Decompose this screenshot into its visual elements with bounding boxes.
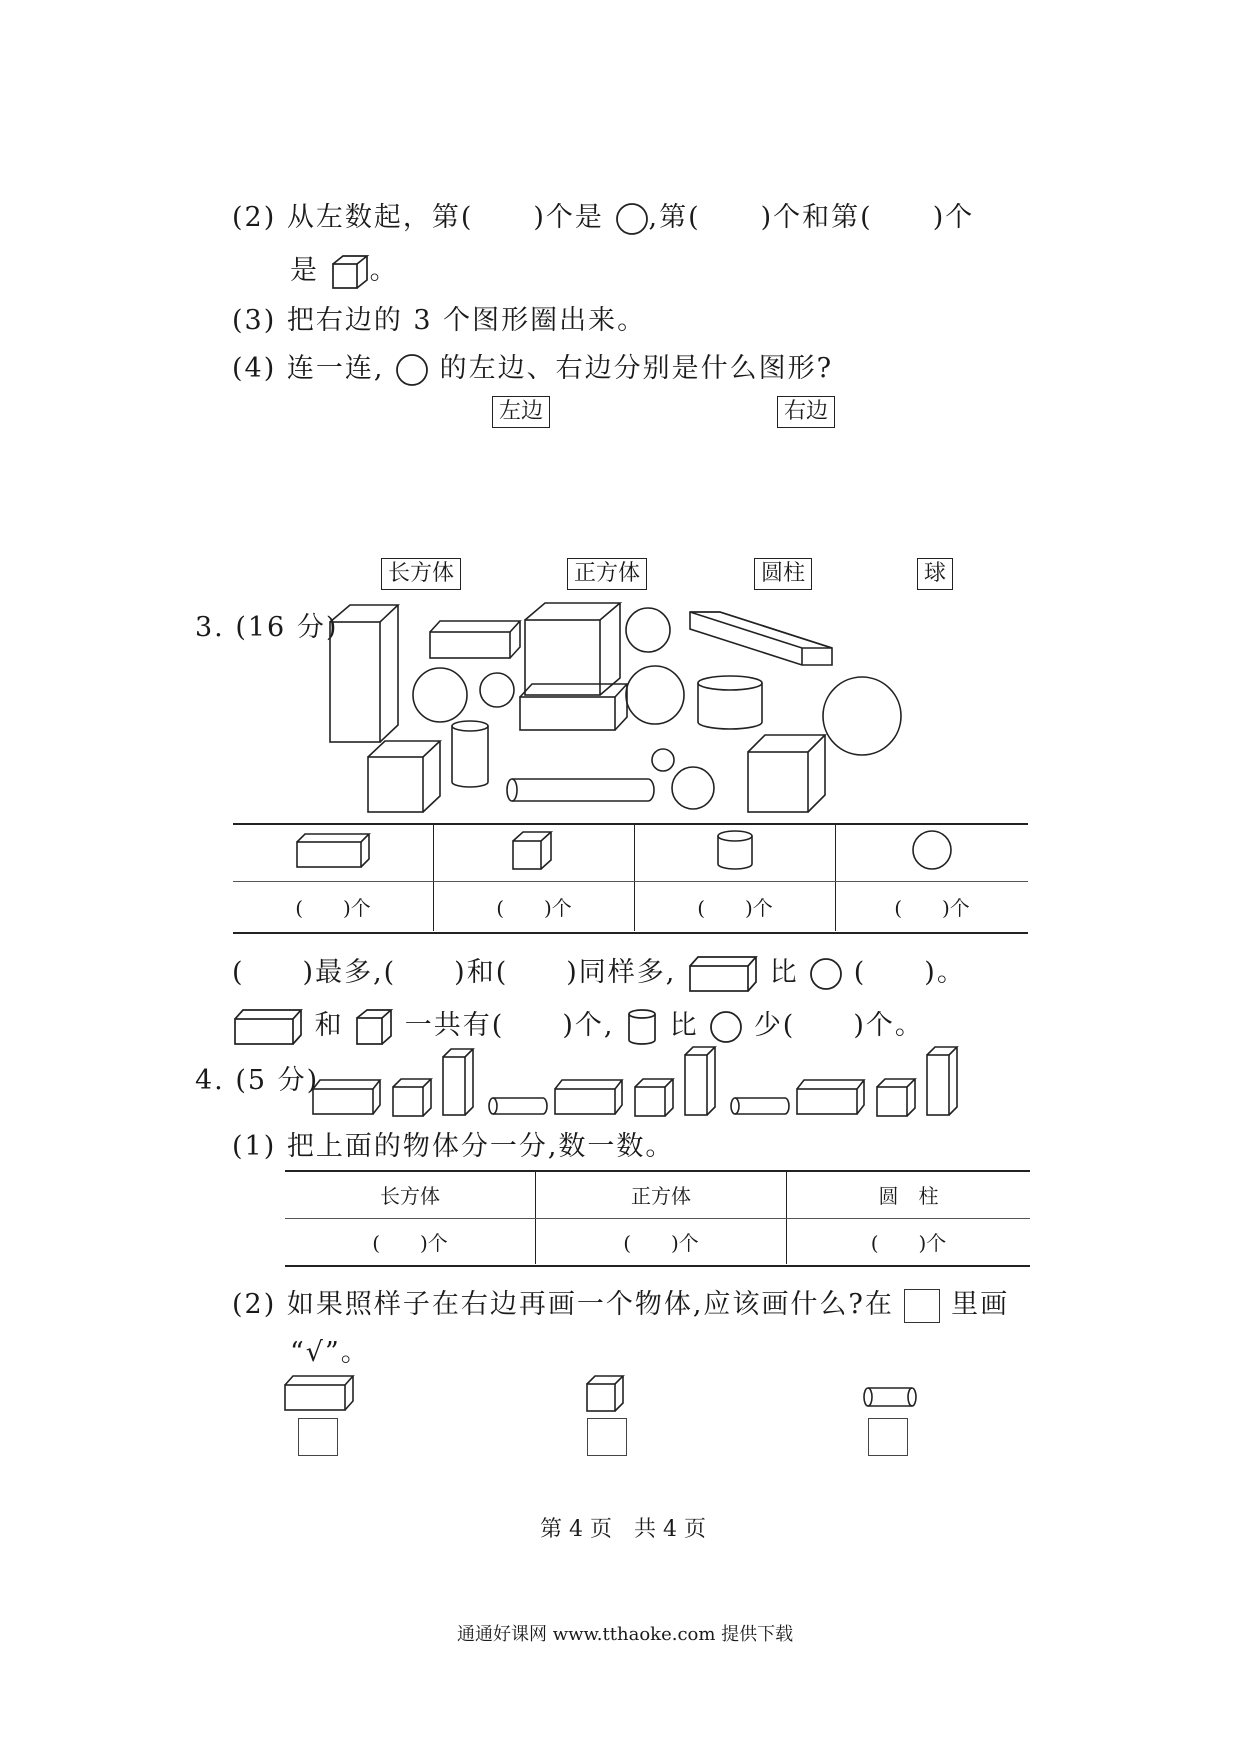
option-cuboid xyxy=(285,1376,353,1410)
label-cube[interactable]: 正方体 xyxy=(567,558,647,590)
right-label-box[interactable]: 右边 xyxy=(777,396,835,428)
q3-line2-text-a: 和 xyxy=(314,1010,344,1041)
label-sphere[interactable]: 球 xyxy=(917,558,953,590)
option-cube xyxy=(587,1376,623,1411)
q3-line2-text-d: 少( )个。 xyxy=(753,1010,924,1041)
source-footer: 通通好课网 www.tthaoke.com 提供下载 xyxy=(457,1624,794,1645)
answer-checkbox-cube[interactable] xyxy=(587,1418,627,1456)
q3-line1-text-a: ( )最多,( )和( )同样多, xyxy=(232,957,677,988)
q2-sub2-text-b: )个是 xyxy=(533,202,604,233)
q2-sub2-text-c: ,第( xyxy=(648,202,701,233)
q2-sub2-text-d: )个和第( xyxy=(760,202,873,233)
q2-sub2-text-f: 是 xyxy=(290,255,319,286)
label-cylinder[interactable]: 圆柱 xyxy=(754,558,812,590)
q2-sub3: (3) 把右边的 3 个图形圈出来。 xyxy=(232,305,647,336)
q2-sub4-text-b: 的左边、右边分别是什么图形? xyxy=(439,353,834,384)
q2-sub2-text-e: )个 xyxy=(932,202,975,233)
q3-number: 3. (16 分) xyxy=(195,612,339,643)
q4-number: 4. (5 分) xyxy=(195,1065,320,1096)
count-cell[interactable]: ( )个 xyxy=(434,881,635,931)
q3-line2-text-b: 一共有( )个, xyxy=(404,1010,615,1041)
count-cell[interactable]: ( )个 xyxy=(635,881,836,931)
q4-sub2-text-a: (2) 如果照样子在右边再画一个物体,应该画什么?在 xyxy=(232,1289,894,1320)
q3-line1-text-c: ( )。 xyxy=(853,957,966,988)
q4-sub2-text-b: 里画 xyxy=(951,1289,1010,1320)
q4-sub2-checkmark-text: “√”。 xyxy=(290,1337,370,1368)
q2-sub2-text-g: 。 xyxy=(369,255,399,286)
q3-line2-text-c: 比 xyxy=(669,1010,699,1041)
q2-sub4-text-a: (4) 连一连, xyxy=(232,353,385,384)
page-number: 第 4 页 共 4 页 xyxy=(540,1517,706,1542)
count-cell[interactable]: ( )个 xyxy=(787,1218,1031,1264)
option-cylinder xyxy=(864,1388,916,1406)
count-cell[interactable]: ( )个 xyxy=(372,1230,448,1255)
q3-line1-text-b: 比 xyxy=(769,957,799,988)
label-cuboid[interactable]: 长方体 xyxy=(381,558,461,590)
answer-checkbox-cuboid[interactable] xyxy=(298,1418,338,1456)
q2-sub2-text-a: (2) 从左数起，第( xyxy=(232,202,474,233)
header-cylinder: 圆 柱 xyxy=(787,1172,1031,1218)
answer-checkbox-cylinder[interactable] xyxy=(868,1418,908,1456)
count-cell[interactable]: ( )个 xyxy=(836,881,1029,931)
header-cube: 正方体 xyxy=(536,1172,787,1218)
count-cell[interactable]: ( )个 xyxy=(536,1218,787,1264)
count-cell[interactable]: ( )个 xyxy=(295,895,371,920)
left-label-box[interactable]: 左边 xyxy=(492,396,550,428)
q4-sub1: (1) 把上面的物体分一分,数一数。 xyxy=(232,1131,675,1162)
header-cuboid: 长方体 xyxy=(285,1172,536,1218)
